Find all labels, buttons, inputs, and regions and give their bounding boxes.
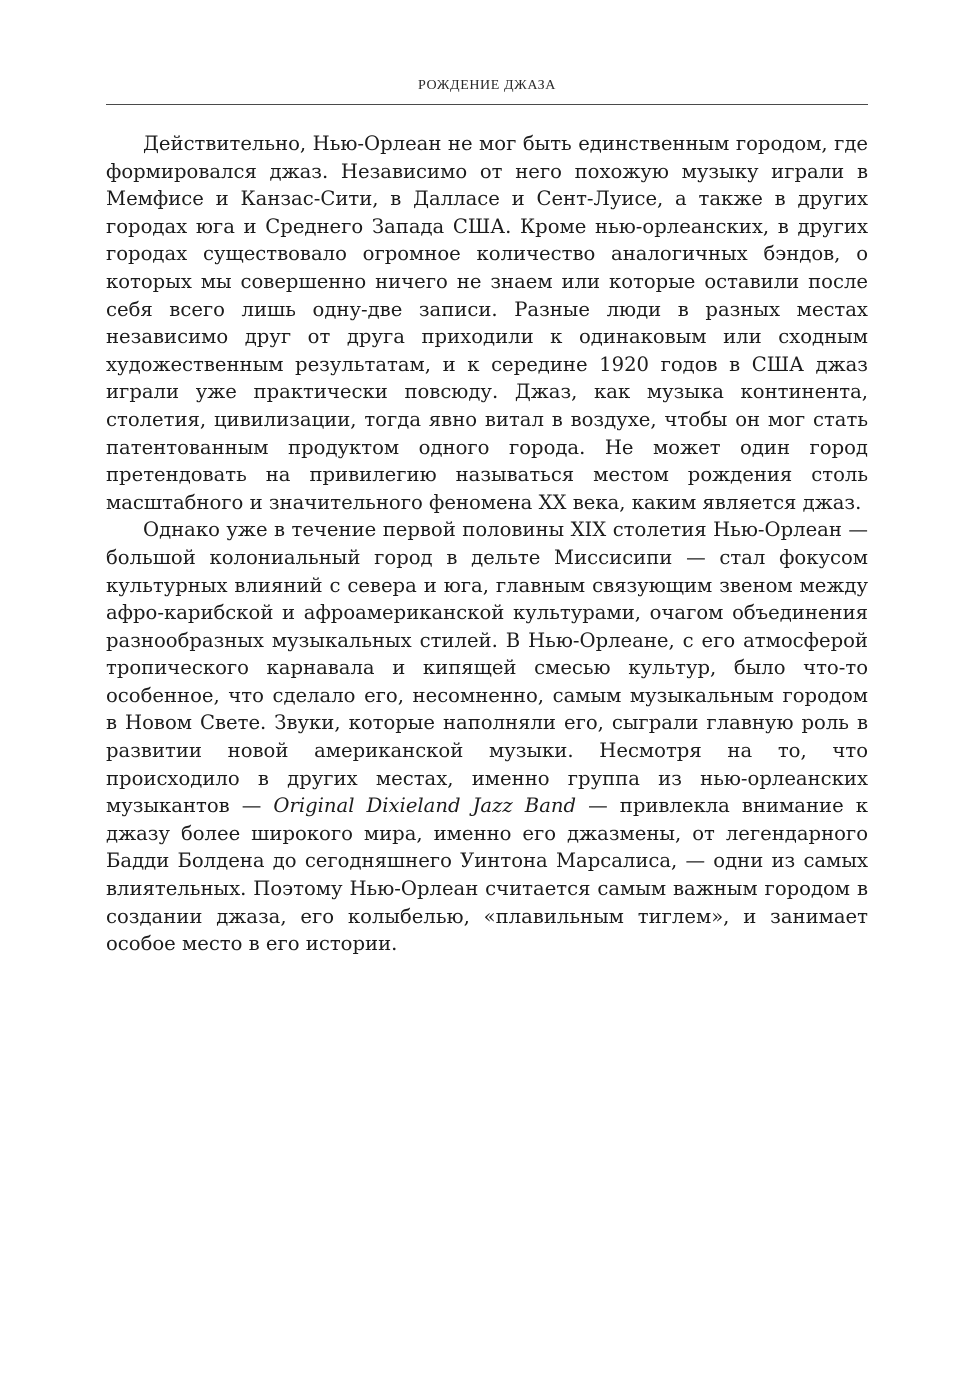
paragraph-1: Действительно, Нью-Орлеан не мог быть единственным городом, где формировался джаз. Независимо от него похожую музыку играли в Мемфисе и Канзас-Сити, в Далласе и Сент-Луисе, а также в других городах юга и Среднего Запада США. Кроме нью-орлеанских, в других городах существовало огромное количество аналогичных бэндов, о которых мы совершенно ничего не знаем или которые оставили после себя всего лишь одну-две записи. Разные люди в разных местах независимо друг от друга приходили к одинаковым или сходным художественным результатам, и к середине 1920 годов в США джаз играли уже практически повсюду. Джаз, как музыка континента, столетия, цивилизации, тогда явно витал в воздухе, чтобы он мог стать патентованным продуктом одного города. Не может один город претендовать на привилегию называться местом рождения столь масштабного и значительного феномена XX века, каким является джаз. [106, 132, 868, 514]
band-name-italic: Original Dixieland Jazz Band [273, 794, 577, 818]
paragraph-2-text-after: — привлекла внимание к джазу более широкого мира, именно его джазмены, от легендарного Бадди Болдена до сегодняшнего Уинтона Марсалиса, — одни из самых влиятельных. Поэтому Нью-Орлеан считается самым важным городом в создании джаза, его колыбелью, «плавильным тиглем», и занимает особое место в его истории. [106, 794, 868, 956]
paragraph-2-text-before: Однако уже в течение первой половины XIX столетия Нью-Орлеан — большой колониальный город в дельте Миссисипи — стал фокусом культурных влияний с севера и юга, главным связующим звеном между афро-карибской и афроамериканской культурами, очагом объединения разнообразных музыкальных стилей. В Нью-Орлеане, с его атмосферой тропического карнавала и кипящей смесью культур, было что-то особенное, что сделало его, несомненно, самым музыкальным городом в Новом Свете. Звуки, которые наполняли его, сыграли главную роль в развитии новой американской музыки. Несмотря на то, что происходило в других местах, именно группа из нью-орлеанских музыкантов — [106, 518, 868, 818]
running-header: РОЖДЕНИЕ ДЖАЗА [417, 78, 557, 93]
page-body [106, 130, 868, 958]
header-rule [106, 104, 868, 105]
paragraph-2 [106, 516, 868, 958]
